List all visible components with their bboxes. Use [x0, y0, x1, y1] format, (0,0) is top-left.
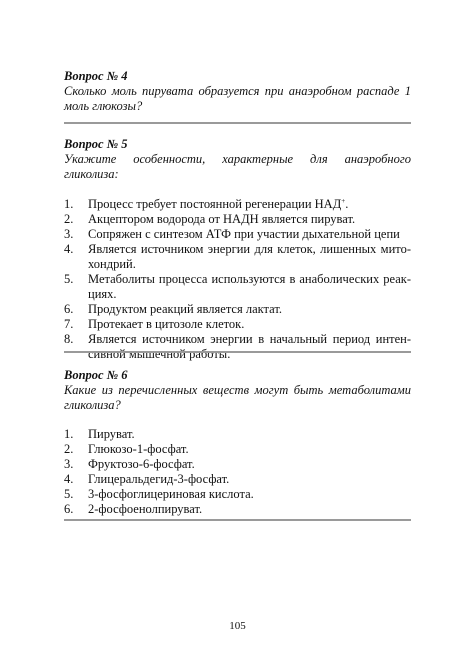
list-item: 8. Является источником энергии в начальный период интен-сивной мышечной работы. — [64, 332, 411, 361]
question-5-options — [64, 197, 411, 362]
question-4 — [64, 68, 411, 114]
divider-2 — [64, 351, 411, 353]
page-number: 105 — [229, 620, 246, 632]
question-4-title: Вопрос № 4 — [64, 69, 128, 83]
list-item: 1. Пируват. — [64, 427, 135, 441]
question-4-text: Сколько моль пирувата образуется при анаэробном распаде 1 моль глюкозы? — [64, 84, 411, 113]
question-5-text: Укажите особенности, характерные для анаэробного гликолиза: — [64, 152, 411, 181]
question-6-text: Какие из перечисленных веществ могут быть метаболитами гликолиза? — [64, 383, 411, 412]
list-item: 3. Фруктозо-6-фосфат. — [64, 457, 195, 471]
question-6 — [64, 367, 411, 517]
question-5-title: Вопрос № 5 — [64, 137, 128, 151]
list-item: 5. 3-фосфоглицериновая кислота. — [64, 487, 254, 501]
list-item: 1. Процесс требует постоянной регенерации НАД+. — [64, 196, 349, 211]
list-item: 2. Акцептором водорода от НАДН является пируват. — [64, 212, 356, 226]
question-6-options — [64, 427, 411, 517]
list-item: 4. Глицеральдегид-3-фосфат. — [64, 472, 230, 486]
list-item: 7. Протекает в цитозоле клеток. — [64, 317, 245, 331]
list-item: 3. Сопряжен с синтезом АТФ при участии дыхательной цепи — [64, 227, 400, 241]
list-item: 5. Метаболиты процесса используются в анаболических реак-циях. — [64, 272, 411, 301]
list-item: 2. Глюкозо-1-фосфат. — [64, 442, 189, 456]
divider-1 — [64, 122, 411, 124]
question-5 — [64, 136, 411, 362]
question-6-title: Вопрос № 6 — [64, 368, 128, 382]
divider-3 — [64, 519, 411, 521]
list-item: 6. 2-фосфоенолпируват. — [64, 502, 203, 516]
list-item: 6. Продуктом реакций является лактат. — [64, 302, 283, 316]
list-item: 4. Является источником энергии для клеток, лишенных мито-хондрий. — [64, 242, 411, 271]
